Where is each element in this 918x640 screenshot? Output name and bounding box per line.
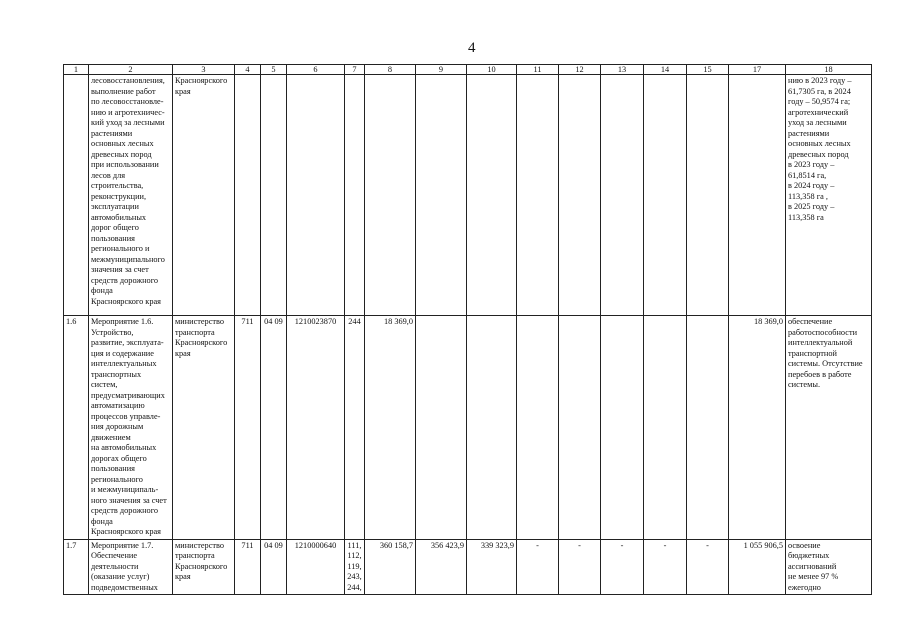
amount-cell <box>687 75 729 316</box>
amount-cell <box>601 316 644 540</box>
code-cell: 711 <box>235 539 261 595</box>
row-number-cell <box>64 75 89 316</box>
amount-cell: - <box>601 539 644 595</box>
amount-cell <box>517 316 559 540</box>
amount-cell <box>687 316 729 540</box>
code-cell: 711 <box>235 316 261 540</box>
header-cell: 1 <box>64 65 89 75</box>
amount-cell: 356 423,9 <box>416 539 467 595</box>
result-cell: обеспечение работоспособности интеллектуальной транспортной системы. Отсутствие перебоев в работе системы. <box>786 316 872 540</box>
page-number: 4 <box>468 40 476 56</box>
amount-cell <box>467 316 517 540</box>
total-cell: 1 055 906,5 <box>729 539 786 595</box>
header-cell: 2 <box>89 65 173 75</box>
activity-name-cell: лесовосстановления, выполнение работ по лесовосстановле- нию и агротехничес- кий уход за лесными растениями основных лесных древесных пород при использовании лесов для строительства, реконструкции, эксплуатации автомобильных дорог общего пользования регионального и межмуниципального значения за счет средств дорожного фонда Красноярского края <box>89 75 173 316</box>
code-cell <box>261 75 287 316</box>
total-cell: 18 369,0 <box>729 316 786 540</box>
code-cell: 1210000640 <box>287 539 345 595</box>
amount-cell: - <box>687 539 729 595</box>
result-cell: нию в 2023 году – 61,7305 га, в 2024 году – 50,9574 га; агротехнический уход за лесными растениями основных лесных древесных пород в 2023 году – 61,8514 га, в 2024 году – 113,358 га , в 2025 году – 113,358 га <box>786 75 872 316</box>
header-cell: 17 <box>729 65 786 75</box>
executor-cell: министерство транспорта Красноярского края <box>173 316 235 540</box>
header-cell: 12 <box>559 65 601 75</box>
amount-cell <box>644 316 687 540</box>
header-cell: 10 <box>467 65 517 75</box>
amount-cell <box>559 316 601 540</box>
amount-cell <box>467 75 517 316</box>
header-cell: 8 <box>365 65 416 75</box>
code-cell <box>235 75 261 316</box>
result-cell: освоение бюджетных ассигнований не менее 97 % ежегодно <box>786 539 872 595</box>
header-cell: 9 <box>416 65 467 75</box>
code-cell <box>287 75 345 316</box>
program-activities-table <box>63 64 872 595</box>
header-cell: 3 <box>173 65 235 75</box>
amount-cell: - <box>644 539 687 595</box>
header-cell: 7 <box>345 65 365 75</box>
header-cell: 5 <box>261 65 287 75</box>
header-cell: 18 <box>786 65 872 75</box>
amount-cell <box>365 75 416 316</box>
amount-cell <box>416 75 467 316</box>
header-row <box>64 65 872 75</box>
table-row <box>64 75 872 316</box>
amount-cell <box>644 75 687 316</box>
header-cell: 13 <box>601 65 644 75</box>
code-cell: 04 09 <box>261 316 287 540</box>
amount-cell <box>559 75 601 316</box>
code-cell: 1210023870 <box>287 316 345 540</box>
header-cell: 14 <box>644 65 687 75</box>
amount-cell: 339 323,9 <box>467 539 517 595</box>
amount-cell <box>416 316 467 540</box>
executor-cell: Красноярского края <box>173 75 235 316</box>
amount-cell: 18 369,0 <box>365 316 416 540</box>
header-cell: 11 <box>517 65 559 75</box>
row-number-cell: 1.7 <box>64 539 89 595</box>
activity-name-cell: Мероприятие 1.7. Обеспечение деятельности (оказание услуг) подведомственных <box>89 539 173 595</box>
amount-cell <box>517 75 559 316</box>
amount-cell <box>601 75 644 316</box>
amount-cell: - <box>559 539 601 595</box>
activity-name-cell: Мероприятие 1.6. Устройство, развитие, эксплуата- ция и содержание интеллектуальных транспортных систем, предусматривающих автоматизацию процессов управле- ния дорожным движением на автомобильных дорогах общего пользования регионального и межмуниципаль- ного значения за счет средств дорожного фонда Красноярского края <box>89 316 173 540</box>
amount-cell: - <box>517 539 559 595</box>
code-cell: 111, 112, 119, 243, 244, <box>345 539 365 595</box>
table-row <box>64 316 872 540</box>
header-cell: 15 <box>687 65 729 75</box>
table-row <box>64 539 872 595</box>
amount-cell: 360 158,7 <box>365 539 416 595</box>
header-cell: 6 <box>287 65 345 75</box>
row-number-cell: 1.6 <box>64 316 89 540</box>
executor-cell: министерство транспорта Красноярского края <box>173 539 235 595</box>
header-cell: 4 <box>235 65 261 75</box>
code-cell: 04 09 <box>261 539 287 595</box>
total-cell <box>729 75 786 316</box>
code-cell <box>345 75 365 316</box>
code-cell: 244 <box>345 316 365 540</box>
